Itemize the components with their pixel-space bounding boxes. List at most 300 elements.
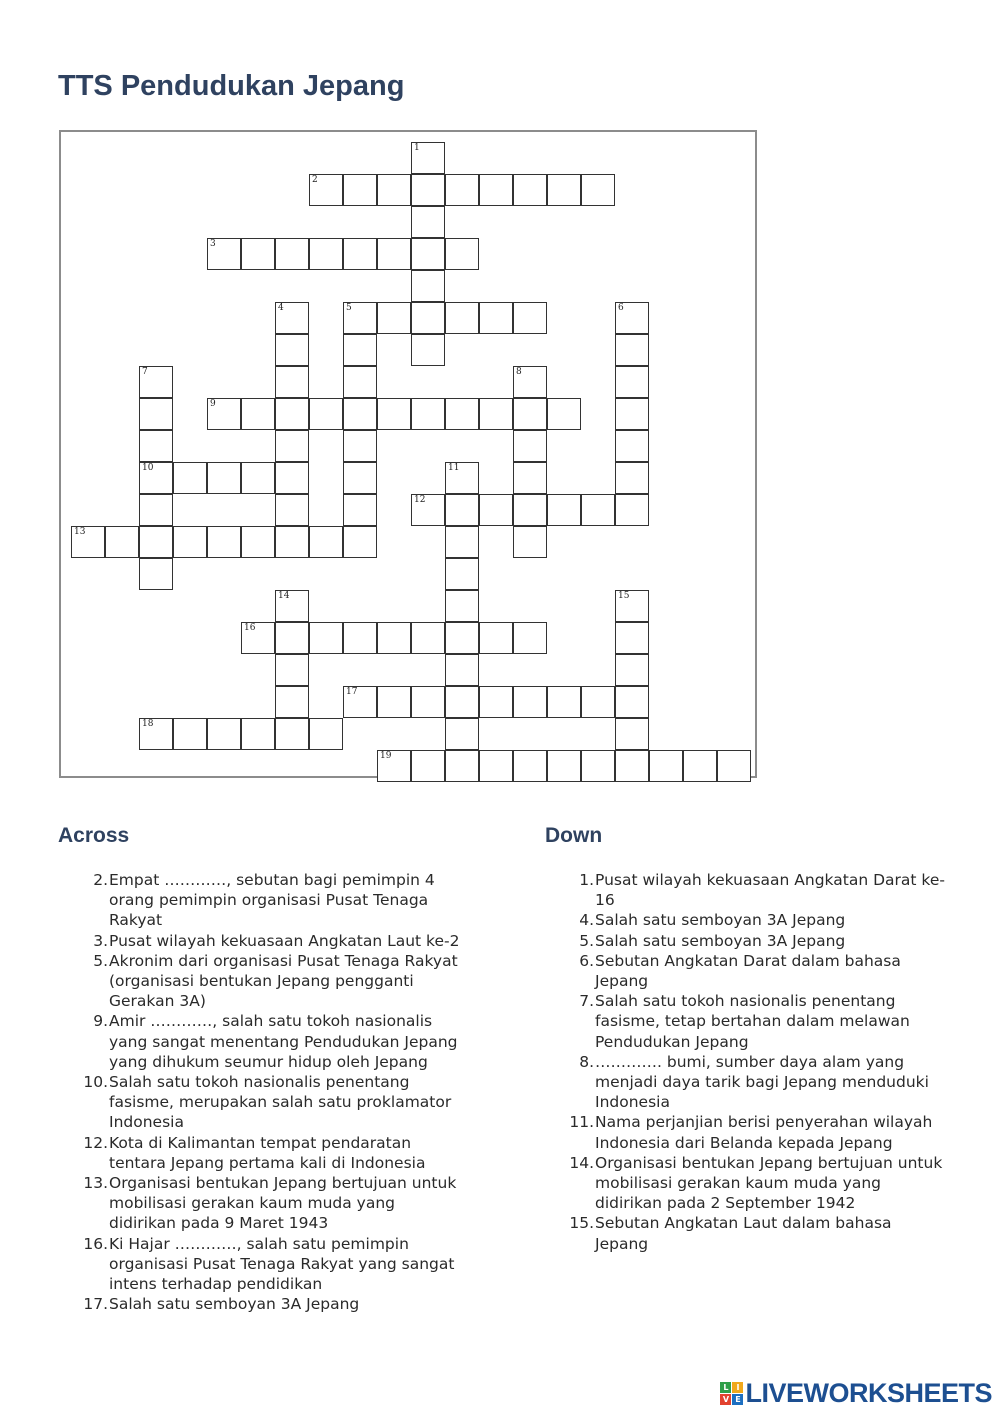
crossword-cell[interactable] <box>173 462 207 494</box>
cell-input[interactable] <box>582 751 614 781</box>
crossword-cell[interactable] <box>615 462 649 494</box>
clue-text: Sebutan Angkatan Darat dalam bahasa Jepang <box>595 951 901 991</box>
cell-input[interactable] <box>480 175 512 205</box>
cell-input[interactable] <box>140 367 172 397</box>
cell-input[interactable] <box>548 687 580 717</box>
crossword-cell[interactable] <box>241 462 275 494</box>
cell-input[interactable] <box>616 719 648 749</box>
crossword-cell[interactable] <box>139 398 173 430</box>
cell-input[interactable] <box>616 399 648 429</box>
cell-input[interactable] <box>242 239 274 269</box>
cell-input[interactable] <box>344 495 376 525</box>
crossword-cell[interactable] <box>615 430 649 462</box>
crossword-cell[interactable] <box>343 238 377 270</box>
cell-input[interactable] <box>208 463 240 493</box>
crossword-cell[interactable] <box>207 238 241 270</box>
clue-text: Empat …………, sebutan bagi pemimpin 4 orang pemimpin organisasi Pusat Tenaga Rakyat <box>109 871 435 930</box>
crossword-cell[interactable] <box>513 174 547 206</box>
down-clue-list <box>556 870 946 1254</box>
crossword-cell[interactable] <box>547 174 581 206</box>
cell-input[interactable] <box>208 719 240 749</box>
crossword-cell[interactable] <box>377 622 411 654</box>
crossword-cell[interactable] <box>479 174 513 206</box>
crossword-cell[interactable] <box>139 366 173 398</box>
crossword-cell[interactable] <box>275 398 309 430</box>
cell-input[interactable] <box>344 431 376 461</box>
crossword-cell[interactable] <box>513 302 547 334</box>
crossword-cell[interactable] <box>581 686 615 718</box>
crossword-cell[interactable] <box>139 430 173 462</box>
cell-input[interactable] <box>412 271 444 301</box>
cell-input[interactable] <box>548 495 580 525</box>
cell-input[interactable] <box>344 335 376 365</box>
clue-number: 13. <box>83 1174 108 1193</box>
crossword-cell[interactable] <box>411 206 445 238</box>
crossword-cell[interactable] <box>343 174 377 206</box>
cell-input[interactable] <box>514 687 546 717</box>
cell-input[interactable] <box>412 687 444 717</box>
crossword-cell[interactable] <box>343 334 377 366</box>
crossword-cell[interactable] <box>275 366 309 398</box>
crossword-cell[interactable] <box>615 686 649 718</box>
cell-input[interactable] <box>140 463 172 493</box>
cell-input[interactable] <box>140 527 172 557</box>
cell-input[interactable] <box>378 239 410 269</box>
cell-input[interactable] <box>310 175 342 205</box>
cell-input[interactable] <box>446 303 478 333</box>
crossword-cell[interactable] <box>445 462 479 494</box>
crossword-cell[interactable] <box>377 302 411 334</box>
cell-input[interactable] <box>378 751 410 781</box>
crossword-cell[interactable] <box>479 494 513 526</box>
crossword-cell[interactable] <box>445 302 479 334</box>
crossword-cell[interactable] <box>479 750 513 782</box>
crossword-cell[interactable] <box>275 462 309 494</box>
crossword-cell[interactable] <box>275 334 309 366</box>
cell-input[interactable] <box>276 335 308 365</box>
cell-input[interactable] <box>310 399 342 429</box>
cell-input[interactable] <box>140 399 172 429</box>
cell-input[interactable] <box>446 623 478 653</box>
crossword-cell[interactable] <box>513 462 547 494</box>
cell-input[interactable] <box>446 591 478 621</box>
cell-number: 14 <box>278 591 290 601</box>
cell-input[interactable] <box>344 239 376 269</box>
cell-input[interactable] <box>140 559 172 589</box>
crossword-cell[interactable] <box>683 750 717 782</box>
crossword-cell[interactable] <box>275 526 309 558</box>
crossword-cell[interactable] <box>275 494 309 526</box>
down-clue <box>556 1112 946 1152</box>
cell-input[interactable] <box>548 399 580 429</box>
crossword-cell[interactable] <box>513 622 547 654</box>
crossword-cell[interactable] <box>513 398 547 430</box>
crossword-cell[interactable] <box>445 494 479 526</box>
clue-number: 14. <box>569 1153 594 1172</box>
page-title: TTS Pendudukan Jepang <box>58 70 405 102</box>
cell-input[interactable] <box>412 207 444 237</box>
cell-input[interactable] <box>242 719 274 749</box>
cell-input[interactable] <box>514 751 546 781</box>
cell-input[interactable] <box>344 463 376 493</box>
crossword-cell[interactable] <box>275 686 309 718</box>
crossword-cell[interactable] <box>275 590 309 622</box>
crossword-cell[interactable] <box>581 174 615 206</box>
across-clue <box>70 1234 460 1295</box>
cell-input[interactable] <box>616 431 648 461</box>
cell-input[interactable] <box>174 463 206 493</box>
crossword-cell[interactable] <box>207 526 241 558</box>
crossword-cell[interactable] <box>309 718 343 750</box>
crossword-cell[interactable] <box>513 430 547 462</box>
cell-input[interactable] <box>276 495 308 525</box>
crossword-cell[interactable] <box>241 398 275 430</box>
clue-number: 9. <box>93 1012 108 1031</box>
clue-number: 11. <box>569 1113 594 1132</box>
crossword-cell[interactable] <box>275 718 309 750</box>
cell-input[interactable] <box>480 495 512 525</box>
cell-input[interactable] <box>242 623 274 653</box>
cell-input[interactable] <box>514 463 546 493</box>
cell-input[interactable] <box>514 431 546 461</box>
cell-input[interactable] <box>616 623 648 653</box>
crossword-cell[interactable] <box>513 686 547 718</box>
crossword-cell[interactable] <box>105 526 139 558</box>
logo-mark-e: E <box>732 1394 743 1405</box>
cell-input[interactable] <box>616 751 648 781</box>
crossword-cell[interactable] <box>445 590 479 622</box>
crossword-cell[interactable] <box>71 526 105 558</box>
crossword-cell[interactable] <box>445 526 479 558</box>
crossword-cell[interactable] <box>445 238 479 270</box>
cell-input[interactable] <box>344 623 376 653</box>
cell-input[interactable] <box>276 527 308 557</box>
crossword-cell[interactable] <box>309 238 343 270</box>
crossword-cell[interactable] <box>513 494 547 526</box>
cell-input[interactable] <box>616 687 648 717</box>
crossword-cell[interactable] <box>139 718 173 750</box>
cell-input[interactable] <box>616 463 648 493</box>
crossword-cell[interactable] <box>411 750 445 782</box>
crossword-cell[interactable] <box>241 526 275 558</box>
crossword-cell[interactable] <box>309 174 343 206</box>
crossword-cell[interactable] <box>479 686 513 718</box>
crossword-cell[interactable] <box>377 174 411 206</box>
cell-input[interactable] <box>684 751 716 781</box>
cell-input[interactable] <box>446 751 478 781</box>
cell-input[interactable] <box>344 399 376 429</box>
crossword-cell[interactable] <box>411 270 445 302</box>
cell-input[interactable] <box>378 175 410 205</box>
cell-input[interactable] <box>140 495 172 525</box>
cell-input[interactable] <box>480 303 512 333</box>
across-clue <box>70 1072 460 1133</box>
crossword-cell[interactable] <box>173 718 207 750</box>
cell-input[interactable] <box>480 623 512 653</box>
crossword-cell[interactable] <box>377 398 411 430</box>
cell-input[interactable] <box>616 495 648 525</box>
crossword-cell[interactable] <box>343 622 377 654</box>
cell-input[interactable] <box>344 527 376 557</box>
clue-text: …………. bumi, sumber daya alam yang menjadi daya tarik bagi Jepang menduduki Indonesia <box>595 1052 929 1112</box>
crossword-cell[interactable] <box>343 686 377 718</box>
crossword-cell[interactable] <box>343 494 377 526</box>
cell-input[interactable] <box>582 175 614 205</box>
cell-input[interactable] <box>514 175 546 205</box>
crossword-cell[interactable] <box>275 430 309 462</box>
cell-input[interactable] <box>446 655 478 685</box>
crossword-cell[interactable] <box>309 398 343 430</box>
crossword-cell[interactable] <box>377 238 411 270</box>
cell-input[interactable] <box>140 719 172 749</box>
cell-input[interactable] <box>514 495 546 525</box>
cell-number: 12 <box>414 495 426 505</box>
cell-input[interactable] <box>412 239 444 269</box>
logo-mark-v: V <box>720 1394 731 1405</box>
cell-input[interactable] <box>616 303 648 333</box>
crossword-cell[interactable] <box>445 174 479 206</box>
clue-number: 10. <box>83 1073 108 1092</box>
cell-input[interactable] <box>310 239 342 269</box>
crossword-cell[interactable] <box>615 622 649 654</box>
crossword-cell[interactable] <box>207 462 241 494</box>
cell-input[interactable] <box>412 399 444 429</box>
crossword-cell[interactable] <box>615 718 649 750</box>
crossword-cell[interactable] <box>275 622 309 654</box>
cell-input[interactable] <box>174 527 206 557</box>
cell-input[interactable] <box>446 175 478 205</box>
crossword-cell[interactable] <box>241 238 275 270</box>
cell-input[interactable] <box>514 367 546 397</box>
cell-input[interactable] <box>378 687 410 717</box>
cell-input[interactable] <box>446 527 478 557</box>
crossword-cell[interactable] <box>479 622 513 654</box>
across-clue <box>70 1133 460 1173</box>
clue-text: Akronim dari organisasi Pusat Tenaga Rakyat (organisasi bentukan Jepang pengganti Gerakan 3A) <box>109 951 458 1011</box>
crossword-cell[interactable] <box>411 398 445 430</box>
cell-input[interactable] <box>310 719 342 749</box>
crossword-cell[interactable] <box>615 334 649 366</box>
cell-input[interactable] <box>446 463 478 493</box>
cell-input[interactable] <box>412 143 444 173</box>
cell-input[interactable] <box>276 239 308 269</box>
cell-input[interactable] <box>650 751 682 781</box>
crossword-cell[interactable] <box>309 622 343 654</box>
crossword-cell[interactable] <box>615 398 649 430</box>
cell-input[interactable] <box>582 495 614 525</box>
cell-input[interactable] <box>446 687 478 717</box>
crossword-cell[interactable] <box>445 398 479 430</box>
cell-input[interactable] <box>616 655 648 685</box>
cell-input[interactable] <box>276 463 308 493</box>
crossword-cell[interactable] <box>547 494 581 526</box>
liveworksheets-wordmark: LIVEWORKSHEETS <box>745 1378 992 1408</box>
crossword-cell[interactable] <box>139 526 173 558</box>
crossword-cell[interactable] <box>411 174 445 206</box>
cell-input[interactable] <box>276 399 308 429</box>
cell-input[interactable] <box>276 591 308 621</box>
down-clue <box>556 1213 946 1253</box>
cell-input[interactable] <box>344 687 376 717</box>
crossword-cell[interactable] <box>377 750 411 782</box>
across-heading: Across <box>58 824 130 847</box>
crossword-cell[interactable] <box>275 654 309 686</box>
crossword-cell[interactable] <box>275 302 309 334</box>
crossword-cell[interactable] <box>309 526 343 558</box>
cell-input[interactable] <box>718 751 750 781</box>
crossword-cell[interactable] <box>445 686 479 718</box>
cell-input[interactable] <box>344 367 376 397</box>
across-clue-list <box>70 870 460 1314</box>
cell-input[interactable] <box>616 335 648 365</box>
clue-text: Pusat wilayah kekuasaan Angkatan Darat ke-16 <box>595 871 945 910</box>
crossword-cell[interactable] <box>615 366 649 398</box>
cell-input[interactable] <box>412 495 444 525</box>
cell-input[interactable] <box>276 303 308 333</box>
cell-input[interactable] <box>72 527 104 557</box>
cell-input[interactable] <box>276 687 308 717</box>
crossword-cell[interactable] <box>275 238 309 270</box>
crossword-cell[interactable] <box>207 718 241 750</box>
clue-number: 5. <box>579 931 594 950</box>
crossword-cell[interactable] <box>411 494 445 526</box>
cell-input[interactable] <box>378 399 410 429</box>
cell-input[interactable] <box>378 623 410 653</box>
crossword-cell[interactable] <box>207 398 241 430</box>
cell-input[interactable] <box>242 527 274 557</box>
crossword-cell[interactable] <box>411 302 445 334</box>
crossword-cell[interactable] <box>343 462 377 494</box>
cell-input[interactable] <box>616 591 648 621</box>
crossword-cell[interactable] <box>445 718 479 750</box>
down-clue <box>556 951 946 991</box>
crossword-cell[interactable] <box>411 686 445 718</box>
crossword-cell[interactable] <box>343 366 377 398</box>
cell-number: 10 <box>142 463 154 473</box>
cell-input[interactable] <box>310 527 342 557</box>
crossword-cell[interactable] <box>241 718 275 750</box>
cell-input[interactable] <box>582 687 614 717</box>
crossword-cell[interactable] <box>343 430 377 462</box>
cell-number: 16 <box>244 623 256 633</box>
cell-input[interactable] <box>514 527 546 557</box>
crossword-cell[interactable] <box>445 750 479 782</box>
clue-text: Salah satu tokoh nasionalis penentang fasisme, tetap bertahan dalam melawan Pendudukan Jepang <box>595 992 910 1051</box>
cell-input[interactable] <box>174 719 206 749</box>
cell-input[interactable] <box>480 399 512 429</box>
crossword-cell[interactable] <box>547 750 581 782</box>
crossword-cell[interactable] <box>411 334 445 366</box>
cell-input[interactable] <box>276 655 308 685</box>
clue-number: 5. <box>93 951 108 970</box>
cell-input[interactable] <box>446 559 478 589</box>
crossword-cell[interactable] <box>581 750 615 782</box>
crossword-cell[interactable] <box>547 686 581 718</box>
crossword-cell[interactable] <box>717 750 751 782</box>
cell-input[interactable] <box>514 623 546 653</box>
crossword-cell[interactable] <box>513 526 547 558</box>
crossword-cell[interactable] <box>139 494 173 526</box>
crossword-cell[interactable] <box>343 526 377 558</box>
cell-input[interactable] <box>412 335 444 365</box>
crossword-cell[interactable] <box>411 238 445 270</box>
cell-input[interactable] <box>208 239 240 269</box>
cell-number: 6 <box>618 303 624 313</box>
crossword-cell[interactable] <box>547 398 581 430</box>
liveworksheets-logo[interactable] <box>720 1378 992 1409</box>
cell-input[interactable] <box>208 399 240 429</box>
cell-input[interactable] <box>242 399 274 429</box>
cell-input[interactable] <box>412 303 444 333</box>
crossword-cell[interactable] <box>479 302 513 334</box>
crossword-cell[interactable] <box>377 686 411 718</box>
clue-number: 3. <box>93 931 108 950</box>
cell-input[interactable] <box>412 751 444 781</box>
cell-input[interactable] <box>310 623 342 653</box>
crossword-cell[interactable] <box>445 622 479 654</box>
cell-input[interactable] <box>276 367 308 397</box>
cell-input[interactable] <box>276 623 308 653</box>
crossword-cell[interactable] <box>139 462 173 494</box>
cell-input[interactable] <box>344 303 376 333</box>
cell-input[interactable] <box>548 751 580 781</box>
cell-input[interactable] <box>106 527 138 557</box>
cell-input[interactable] <box>480 751 512 781</box>
crossword-cell[interactable] <box>343 302 377 334</box>
crossword-cell[interactable] <box>343 398 377 430</box>
clue-text: Sebutan Angkatan Laut dalam bahasa Jepang <box>595 1214 892 1253</box>
crossword-cell[interactable] <box>411 622 445 654</box>
across-clue <box>70 870 460 931</box>
crossword-cell[interactable] <box>513 366 547 398</box>
cell-input[interactable] <box>446 495 478 525</box>
cell-input[interactable] <box>514 399 546 429</box>
cell-input[interactable] <box>276 431 308 461</box>
cell-input[interactable] <box>446 719 478 749</box>
cell-input[interactable] <box>378 303 410 333</box>
crossword-cell[interactable] <box>513 750 547 782</box>
crossword-cell[interactable] <box>411 142 445 174</box>
cell-input[interactable] <box>140 431 172 461</box>
cell-input[interactable] <box>514 303 546 333</box>
cell-input[interactable] <box>344 175 376 205</box>
crossword-cell[interactable] <box>615 750 649 782</box>
crossword-cell[interactable] <box>241 622 275 654</box>
cell-input[interactable] <box>208 527 240 557</box>
crossword-cell[interactable] <box>615 302 649 334</box>
cell-input[interactable] <box>276 719 308 749</box>
cell-input[interactable] <box>412 175 444 205</box>
cell-input[interactable] <box>548 175 580 205</box>
crossword-cell[interactable] <box>173 526 207 558</box>
crossword-cell[interactable] <box>445 558 479 590</box>
crossword-cell[interactable] <box>581 494 615 526</box>
crossword-cell[interactable] <box>615 590 649 622</box>
crossword-cell[interactable] <box>479 398 513 430</box>
crossword-cell[interactable] <box>139 558 173 590</box>
crossword-cell[interactable] <box>445 654 479 686</box>
crossword-cell[interactable] <box>615 494 649 526</box>
cell-input[interactable] <box>446 239 478 269</box>
cell-input[interactable] <box>412 623 444 653</box>
cell-input[interactable] <box>480 687 512 717</box>
cell-input[interactable] <box>242 463 274 493</box>
crossword-cell[interactable] <box>615 654 649 686</box>
crossword-cell[interactable] <box>649 750 683 782</box>
clue-number: 15. <box>569 1214 594 1233</box>
cell-input[interactable] <box>616 367 648 397</box>
cell-input[interactable] <box>446 399 478 429</box>
